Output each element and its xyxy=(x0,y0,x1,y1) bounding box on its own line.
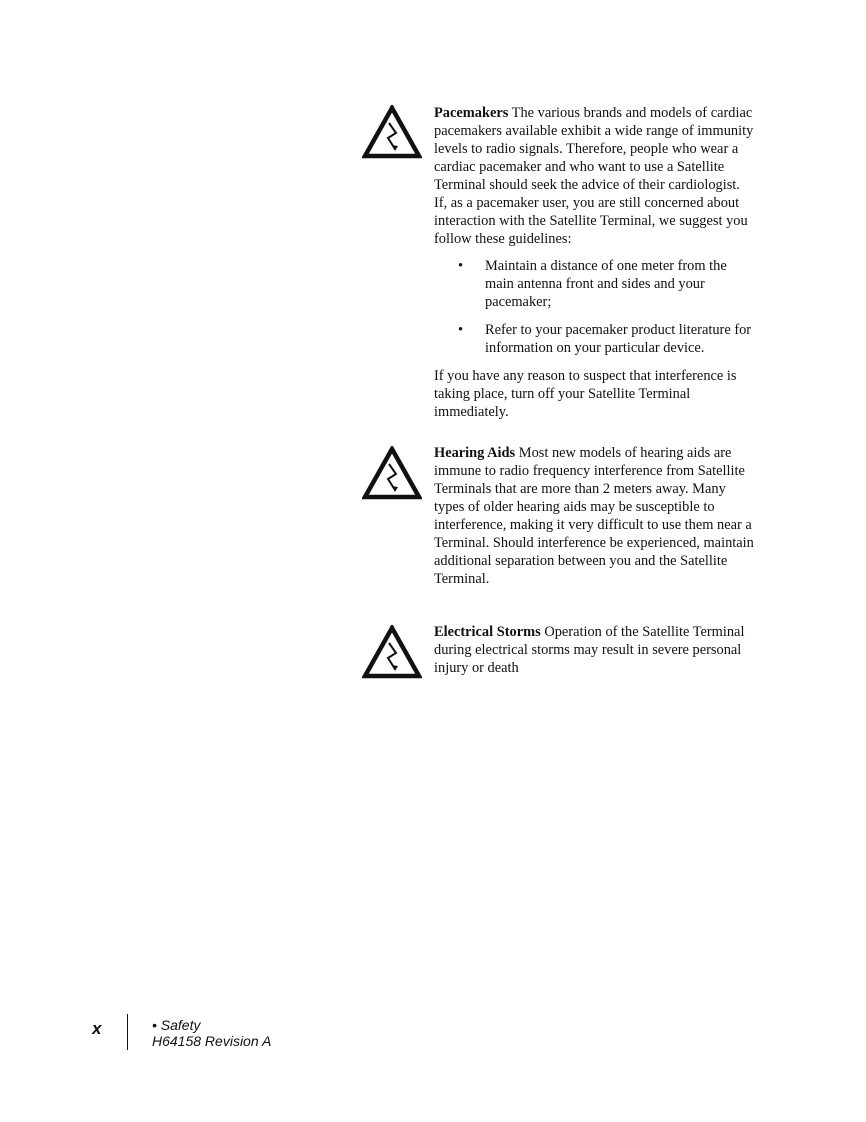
list-item-text: Refer to your pacemaker product literature for information on your particular device. xyxy=(485,322,752,356)
bullet-marker: • xyxy=(458,258,464,274)
list-item xyxy=(434,257,754,311)
pacemakers-paragraph xyxy=(434,104,754,248)
footer-section-name: • Safety xyxy=(152,1017,201,1033)
pacemaker-guidelines-list xyxy=(434,257,754,357)
electrical-hazard-warning-icon xyxy=(362,446,422,500)
list-item xyxy=(434,321,754,357)
hearing-aids-section xyxy=(434,444,754,588)
footer-divider xyxy=(127,1014,128,1050)
footer-info xyxy=(152,1017,271,1049)
pacemakers-closing-paragraph: If you have any reason to suspect that interference is taking place, turn off your Satellite Terminal immediately. xyxy=(434,368,737,420)
electrical-storms-paragraph xyxy=(434,623,754,677)
pacemakers-body: The various brands and models of cardiac pacemakers available exhibit a wide range of immunity levels to radio signals. Therefore, people who wear a cardiac pacemaker and who want to use a Satellite Terminal should seek the advice of their cardiologist. If, as a pacemaker user, you are still concerned about interaction with the Satellite Terminal, we suggest you follow these guidelines: xyxy=(434,105,754,247)
electrical-hazard-warning-icon xyxy=(362,105,422,159)
bullet-marker: • xyxy=(458,322,464,338)
pacemakers-heading: Pacemakers xyxy=(434,105,509,121)
hearing-aids-body: Most new models of hearing aids are immune to radio frequency interference from Satellite Terminals that are more than 2 meters away. Many types of older hearing aids may be susceptible to interference, making it very difficult to use them near a Terminal. Should interference be experienced, maintain additional separation between you and the Satellite Terminal. xyxy=(434,445,754,587)
footer-document-id: H64158 Revision A xyxy=(152,1033,272,1049)
electrical-storms-section xyxy=(434,623,754,677)
hearing-aids-paragraph xyxy=(434,444,754,588)
page-number: x xyxy=(92,1019,102,1038)
hearing-aids-heading: Hearing Aids xyxy=(434,445,516,461)
pacemakers-section xyxy=(434,104,754,421)
electrical-storms-heading: Electrical Storms xyxy=(434,624,541,640)
electrical-hazard-warning-icon xyxy=(362,625,422,679)
electrical-storms-body: Operation of the Satellite Terminal during electrical storms may result in severe personal injury or death xyxy=(434,624,745,676)
list-item-text: Maintain a distance of one meter from the main antenna front and sides and your pacemaker; xyxy=(485,258,727,310)
